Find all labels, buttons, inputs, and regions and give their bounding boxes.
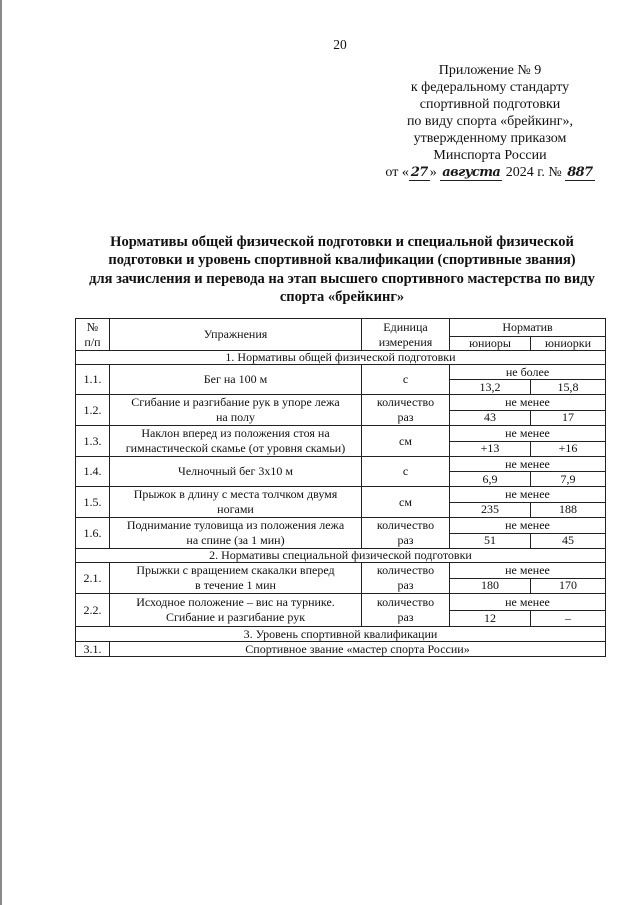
row-number: 1.3. [76,426,110,457]
header-number: № п/п [76,319,110,351]
value-juniors-female: 188 [531,502,606,518]
section-title: 3. Уровень спортивной квалификации [76,627,606,642]
exercise-name: Прыжки с вращением скакалки вперед в течение 1 мин [110,563,362,594]
unit: с [362,457,450,487]
unit: см [362,426,450,457]
value-juniors-male: 51 [450,533,531,549]
qualification-name: Спортивное звание «мастер спорта России» [110,642,606,657]
exercise-name: Челночный бег 3х10 м [110,457,362,487]
appendix-line: утвержденному приказом [413,131,567,146]
norm-type: не менее [450,457,606,472]
exercise-name: Сгибание и разгибание рук в упоре лежа на полу [110,395,362,426]
row-number: 3.1. [76,642,110,657]
unit: количество раз [362,518,450,549]
exercise-row [76,426,606,442]
norm-type: не менее [450,594,606,611]
value-juniors-male: 180 [450,578,531,594]
header-juniors-male: юниоры [450,337,531,351]
exercise-row [76,563,606,579]
value-juniors-female: 45 [531,533,606,549]
header-norm: Норматив [450,319,606,337]
norm-type: не менее [450,563,606,579]
exercise-name: Наклон вперед из положения стоя на гимнастической скамье (от уровня скамьи) [110,426,362,457]
norm-type: не более [450,365,606,380]
row-number: 2.2. [76,594,110,627]
value-juniors-female: 15,8 [531,380,606,395]
value-juniors-male: 235 [450,502,531,518]
row-number: 1.1. [76,365,110,395]
row-number: 1.5. [76,487,110,518]
value-juniors-female: 170 [531,578,606,594]
value-juniors-female: – [531,611,606,627]
unit: с [362,365,450,395]
date-quote-close: » [429,165,437,180]
value-juniors-female: 7,9 [531,472,606,487]
handwritten-order-number: 887 [567,165,593,180]
header-exercise: Упражнения [110,319,362,351]
norm-type: не менее [450,487,606,503]
table-header-row [76,319,606,337]
appendix-line: Минспорта России [433,148,547,163]
norm-type: не менее [450,395,606,411]
header-juniors-female: юниорки [531,337,606,351]
row-number: 1.6. [76,518,110,549]
qualification-row [76,642,606,657]
value-juniors-female: +16 [531,441,606,457]
section-header-row [76,627,606,642]
appendix-line: Приложение № 9 [438,63,542,78]
exercise-row [76,594,606,611]
unit: см [362,487,450,518]
value-juniors-male: +13 [450,441,531,457]
value-juniors-male: 12 [450,611,531,627]
exercise-row [76,365,606,380]
date-prefix: от « [385,165,409,180]
section-title: 2. Нормативы специальной физической подготовки [76,549,606,563]
exercise-row [76,395,606,411]
value-juniors-male: 6,9 [450,472,531,487]
unit: количество раз [362,563,450,594]
appendix-line: спортивной подготовки [419,97,561,112]
exercise-name: Поднимание туловища из положения лежа на спине (за 1 мин) [110,518,362,549]
exercise-name: Прыжок в длину с места толчком двумя ногами [110,487,362,518]
row-number: 1.2. [76,395,110,426]
appendix-line: к федеральному стандарту [410,80,570,95]
normatives-table [75,318,606,657]
section-header-row [76,351,606,365]
row-number: 1.4. [76,457,110,487]
exercise-name: Бег на 100 м [110,365,362,395]
handwritten-day: 27 [410,165,428,180]
handwritten-month: августа [442,165,501,180]
value-juniors-male: 13,2 [450,380,531,395]
document-title: Нормативы общей физической подготовки и специальной физической подготовки и уровень спортивной квалификации (спортивные звания) для зачисления и перевода на этап высшего спортивного мастерства по виду спорта «брейкинг» [89,234,595,305]
page-number: 20 [333,37,347,52]
section-header-row [76,549,606,563]
value-juniors-female: 17 [531,410,606,426]
section-title: 1. Нормативы общей физической подготовки [76,351,606,365]
value-juniors-male: 43 [450,410,531,426]
unit: количество раз [362,594,450,627]
appendix-header [364,62,616,181]
unit: количество раз [362,395,450,426]
norm-type: не менее [450,518,606,534]
exercise-row [76,457,606,472]
norm-type: не менее [450,426,606,442]
exercise-name: Исходное положение – вис на турнике. Сгибание и разгибание рук [110,594,362,627]
appendix-line: по виду спорта «брейкинг», [406,114,574,129]
date-year-text: 2024 г. № [505,165,562,180]
header-unit: Единица измерения [362,319,450,351]
exercise-row [76,518,606,534]
row-number: 2.1. [76,563,110,594]
exercise-row [76,487,606,503]
appendix-date-line [364,164,616,181]
